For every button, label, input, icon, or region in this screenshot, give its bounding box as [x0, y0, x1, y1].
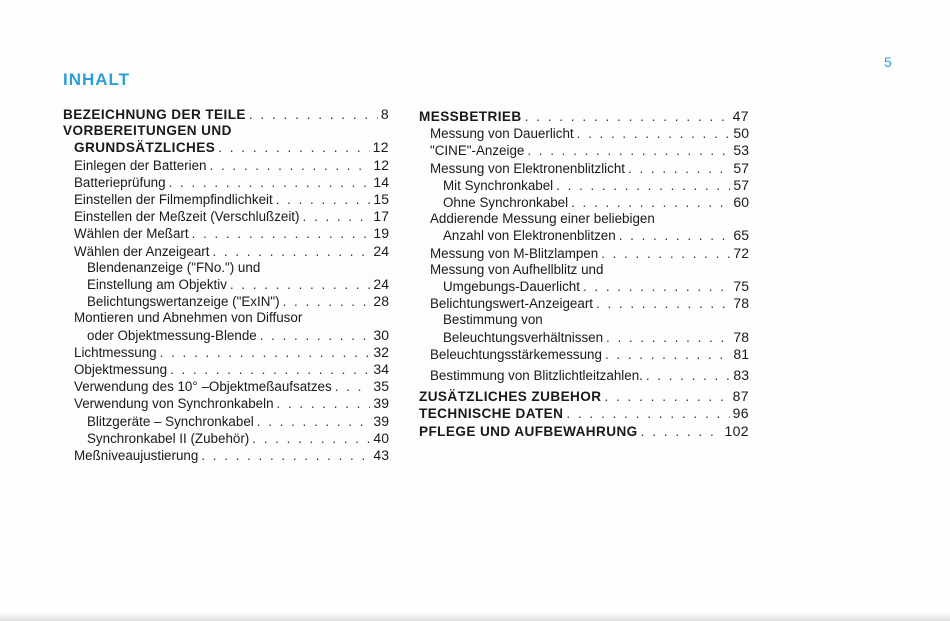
toc-entry — [63, 327, 389, 344]
toc-entry-title: MESSBETRIEB — [419, 109, 522, 124]
dot-leader — [604, 389, 729, 405]
toc-entry-title: BEZEICHNUNG DER TEILE — [63, 107, 246, 122]
toc-entry — [419, 278, 749, 295]
toc-entry — [419, 227, 749, 244]
toc-entry-page: 15 — [373, 191, 389, 208]
toc-entry-page: 40 — [373, 429, 389, 446]
toc-entry-title: Umgebungs-Dauerlicht — [443, 279, 580, 295]
dot-leader — [277, 396, 371, 412]
toc-entry-title: Synchronkabel II (Zubehör) — [87, 430, 250, 446]
dot-leader — [210, 158, 371, 174]
toc-left-column — [63, 106, 389, 464]
toc-entry-page: 24 — [373, 242, 389, 259]
toc-entry-page: 78 — [733, 328, 749, 345]
toc-entry-page: 65 — [733, 227, 749, 244]
toc-entry-page: 47 — [732, 108, 749, 124]
dot-leader — [527, 143, 730, 159]
toc-right-column — [419, 108, 749, 440]
dot-leader — [201, 448, 370, 464]
toc-entry — [63, 106, 389, 123]
toc-entry-title: Messung von Elektronenblitzlicht — [430, 160, 626, 176]
toc-entry-page: 75 — [733, 278, 749, 295]
toc-entry-page: 50 — [733, 125, 749, 142]
toc-entry — [63, 191, 389, 208]
dot-leader — [249, 107, 378, 123]
toc-entry-title: Anzahl von Elektronenblitzen — [443, 228, 616, 244]
toc-entry-title: VORBEREITUNGEN UND — [63, 123, 232, 139]
toc-entry-title: Wählen der Anzeigeart — [74, 243, 210, 259]
toc-entry — [419, 142, 749, 159]
toc-entry — [419, 295, 749, 312]
toc-entry-title: Einstellung am Objektiv — [87, 277, 227, 293]
dot-leader — [525, 109, 730, 125]
dot-leader — [283, 294, 371, 310]
dot-leader — [169, 175, 371, 191]
toc-entry-page: 60 — [733, 194, 749, 211]
toc-entry-title: ZUSÄTZLICHES ZUBEHOR — [419, 389, 602, 405]
toc-entry-page: 72 — [733, 244, 749, 261]
toc-entry — [419, 194, 749, 211]
toc-entry-title: Meßniveaujustierung — [74, 448, 199, 464]
toc-entry-page: 57 — [733, 159, 749, 176]
toc-entry — [419, 262, 749, 278]
dot-leader — [556, 178, 730, 194]
toc-entry — [63, 174, 389, 191]
toc-entry-title: Beleuchtungsstärkemessung — [430, 346, 602, 362]
toc-entry-title: "CINE"-Anzeige — [430, 143, 525, 159]
toc-entry-title: Messung von M-Blitzlampen — [430, 245, 599, 261]
toc-entry-page: 39 — [373, 412, 389, 429]
dot-leader — [230, 277, 371, 293]
dot-leader — [257, 414, 371, 430]
toc-entry-title: Wählen der Meßart — [74, 226, 189, 242]
toc-entry-title: Bestimmung von Blitzlichtleitzahlen. — [430, 368, 643, 384]
toc-entry-title: Verwendung von Synchronkabeln — [74, 396, 274, 412]
dot-leader — [605, 347, 730, 363]
toc-entry-page: 28 — [373, 293, 389, 310]
dot-leader — [170, 362, 370, 378]
toc-entry-page: 81 — [733, 345, 749, 362]
toc-entry-title: oder Objektmessung-Blende — [87, 327, 257, 343]
toc-entry — [419, 245, 749, 262]
toc-entry-page: 17 — [373, 208, 389, 225]
toc-entry — [63, 243, 389, 260]
toc-entry-page: 32 — [373, 343, 389, 360]
dot-leader — [577, 126, 731, 142]
dot-leader — [583, 279, 730, 295]
toc-entry-page: 12 — [373, 156, 389, 173]
toc-entry — [63, 447, 389, 464]
dot-leader — [335, 379, 371, 395]
toc-entry — [63, 413, 389, 430]
toc-entry — [63, 378, 389, 395]
toc-entry — [419, 329, 749, 346]
toc-entry — [63, 208, 389, 225]
toc-entry-title: PFLEGE UND AUFBEWAHRUNG — [419, 423, 638, 439]
toc-entry — [419, 405, 749, 422]
toc-entry-title: Einstellen der Filmempfindlichkeit — [74, 192, 273, 208]
toc-entry-page: 8 — [380, 106, 389, 122]
toc-entry — [63, 361, 389, 378]
toc-entry-title: Verwendung des 10° –Objektmeßaufsatzes — [74, 379, 332, 395]
toc-entry-title: Einstellen der Meßzeit (Verschlußzeit) — [74, 209, 300, 225]
page-edge-shadow — [0, 613, 950, 621]
toc-entry — [419, 423, 749, 440]
dot-leader — [276, 192, 371, 208]
toc-entry — [63, 293, 389, 310]
toc-entry-title: Batterieprüfung — [74, 174, 166, 190]
toc-entry-page: 24 — [373, 276, 389, 293]
dot-leader — [619, 228, 731, 244]
toc-entry-page: 57 — [733, 176, 749, 193]
toc-entry-title: Bestimmung von — [443, 312, 543, 328]
toc-entry-title: Messung von Aufhellblitz und — [430, 261, 604, 277]
toc-entry — [63, 395, 389, 412]
toc-entry-title: Beleuchtungsverhältnissen — [443, 329, 604, 345]
dot-leader — [160, 345, 371, 361]
toc-entry — [419, 108, 749, 125]
toc-entry-title: Einlegen der Batterien — [74, 157, 207, 173]
page-title: INHALT — [63, 70, 131, 89]
toc-entry-title: Lichtmessung — [74, 344, 157, 360]
toc-entry — [63, 139, 389, 156]
toc-entry-title: Belichtungswertanzeige ("ExIN") — [87, 294, 280, 310]
dot-leader — [606, 330, 730, 346]
toc-entry-page: 39 — [373, 395, 389, 412]
dot-leader — [303, 209, 371, 225]
toc-entry-page: 34 — [373, 361, 389, 378]
toc-entry-title: Ohne Synchronkabel — [443, 195, 569, 211]
dot-leader — [628, 161, 730, 177]
toc-entry — [63, 276, 389, 293]
toc-entry-title: Objektmessung — [74, 362, 168, 378]
dot-leader — [212, 244, 370, 260]
toc-entry — [63, 260, 389, 276]
toc-entry — [419, 367, 749, 384]
toc-entry — [63, 430, 389, 447]
toc-entry — [419, 346, 749, 363]
toc-entry-title: Blendenanzeige ("FNo.") und — [87, 259, 261, 275]
toc-list-left — [63, 106, 389, 464]
toc-entry-title: Addierende Messung einer beliebigen — [430, 211, 655, 227]
toc-entry-page: 102 — [724, 422, 749, 439]
dot-leader — [596, 296, 730, 312]
page-number: 5 — [884, 54, 893, 70]
toc-entry-title: Mit Synchronkabel — [443, 177, 554, 193]
toc-list-right — [419, 108, 749, 440]
dot-leader — [192, 226, 371, 242]
toc-entry-page: 96 — [732, 405, 749, 422]
toc-entry — [63, 123, 389, 139]
toc-entry-page: 30 — [373, 326, 389, 343]
toc-entry-title: GRUNDSÄTZLICHES — [74, 140, 216, 156]
toc-entry — [419, 160, 749, 177]
toc-entry-page: 83 — [733, 367, 749, 384]
toc-entry-page: 87 — [732, 388, 749, 405]
toc-entry-page: 14 — [373, 173, 389, 190]
toc-entry — [63, 344, 389, 361]
toc-entry-page: 78 — [733, 295, 749, 312]
dot-leader — [566, 406, 729, 422]
dot-leader — [601, 246, 730, 262]
toc-entry — [63, 310, 389, 326]
toc-entry-page: 35 — [373, 378, 389, 395]
dot-leader — [641, 424, 722, 440]
dot-leader — [252, 431, 370, 447]
toc-entry — [419, 211, 749, 227]
dot-leader — [218, 140, 369, 156]
toc-entry-title: Montieren und Abnehmen von Diffusor — [74, 310, 303, 326]
toc-entry-title: Blitzgeräte – Synchronkabel — [87, 413, 254, 429]
toc-entry — [419, 125, 749, 142]
toc-entry — [63, 225, 389, 242]
toc-entry-page: 12 — [372, 139, 389, 156]
toc-entry-title: Messung von Dauerlicht — [430, 126, 574, 142]
toc-entry-title: Belichtungswert-Anzeigeart — [430, 296, 594, 312]
dot-leader — [646, 368, 731, 384]
toc-entry-page: 43 — [373, 447, 389, 464]
toc-entry — [63, 157, 389, 174]
toc-entry — [419, 388, 749, 405]
toc-entry — [419, 312, 749, 328]
toc-entry-page: 53 — [733, 142, 749, 159]
toc-entry-page: 19 — [373, 225, 389, 242]
dot-leader — [260, 328, 371, 344]
toc-entry — [419, 177, 749, 194]
toc-entry-title: TECHNISCHE DATEN — [419, 406, 564, 422]
dot-leader — [571, 195, 730, 211]
